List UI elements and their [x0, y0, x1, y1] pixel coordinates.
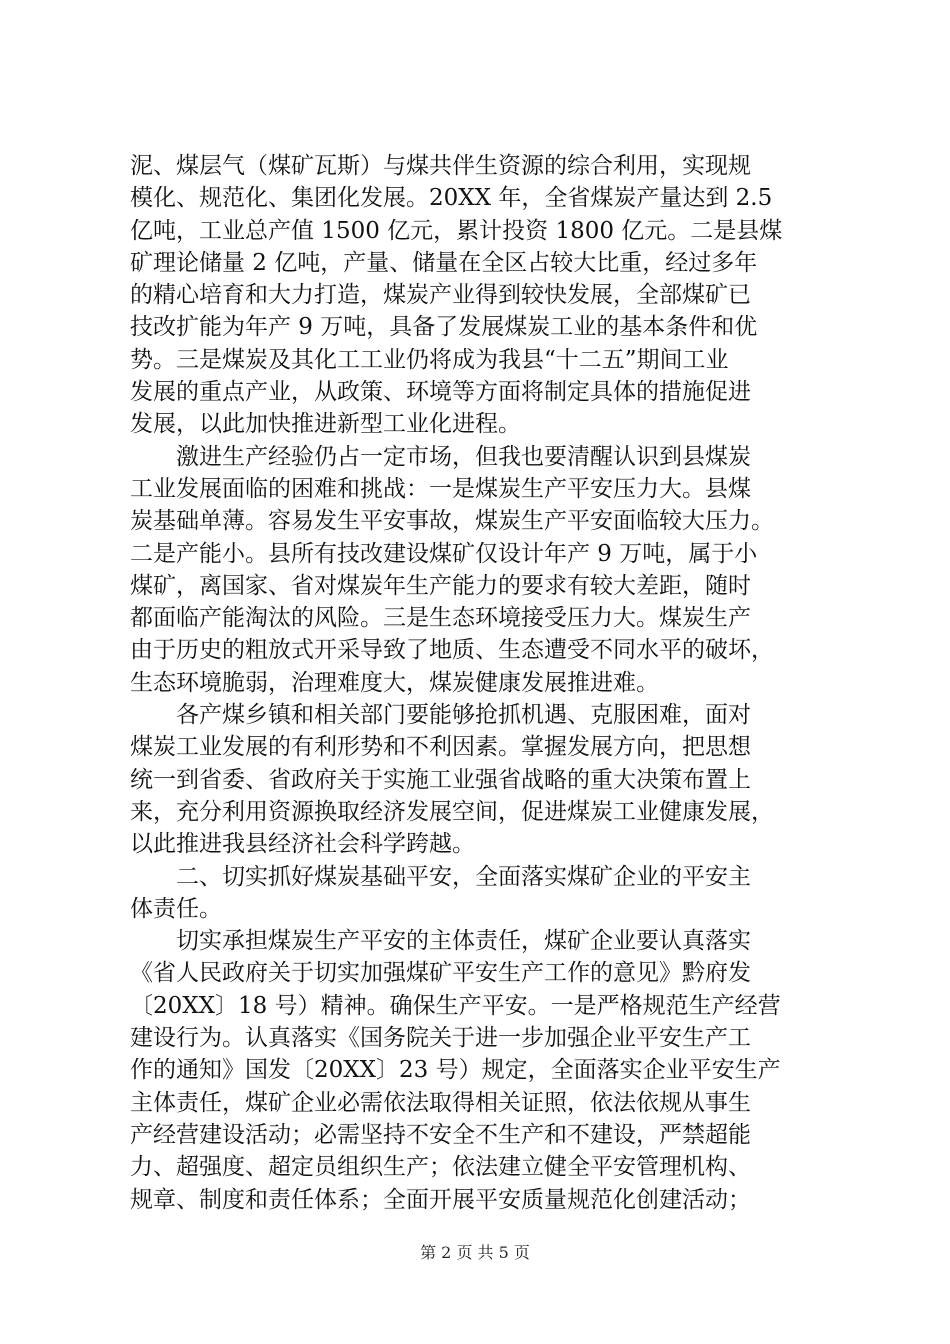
text-line: 煤炭工业发展的有利形势和不利因素。掌握发展方向，把思想 [130, 734, 751, 761]
text-line: 切实承担煤炭生产平安的主体责任，煤矿企业要认真落实 [130, 928, 751, 955]
text-line: 炭基础单薄。容易发生平安事故，煤炭生产平安面临较大压力。 [130, 508, 774, 535]
text-line: 力、超强度、超定员组织生产；依法建立健全平安管理机构、 [130, 1154, 751, 1181]
text-line: 建设行为。认真落实《国务院关于进一步加强企业平安生产工 [130, 1025, 751, 1052]
text-line: 产经营建设活动；必需坚持不安全不生产和不建设，严禁超能 [130, 1121, 751, 1148]
text-line: 激进生产经验仍占一定市场，但我也要清醒认识到县煤炭 [130, 443, 751, 470]
text-line: 技改扩能为年产 9 万吨，具备了发展煤炭工业的基本条件和优 [130, 314, 758, 341]
text-line: 规章、制度和责任体系；全面开展平安质量规范化创建活动； [130, 1186, 751, 1213]
text-line: 各产煤乡镇和相关部门要能够抢抓机遇、克服困难，面对 [130, 702, 751, 729]
text-line: 泥、煤层气（煤矿瓦斯）与煤共伴生资源的综合利用，实现规 [130, 153, 751, 179]
text-line: 作的通知》国发〔20XX〕23 号）规定，全面落实企业平安生产 [130, 1057, 781, 1084]
text-line: 矿理论储量 2 亿吨，产量、储量在全区占较大比重，经过多年 [130, 249, 758, 276]
document-body [130, 150, 840, 1216]
text-line: 模化、规范化、集团化发展。20XX 年，全省煤炭产量达到 2.5 [130, 185, 773, 212]
text-line: 煤矿，离国家、省对煤炭年生产能力的要求有较大差距，随时 [130, 572, 751, 599]
text-line: 〔20XX〕18 号）精神。确保生产平安。一是严格规范生产经营 [130, 992, 781, 1019]
text-line: 统一到省委、省政府关于实施工业强省战略的重大决策布置上 [130, 766, 751, 793]
text-line: 主体责任，煤矿企业必需依法取得相关证照，依法依规从事生 [130, 1089, 751, 1116]
text-line: 都面临产能淘汰的风险。三是生态环境接受压力大。煤炭生产 [130, 605, 751, 632]
text-line: 来，充分利用资源换取经济发展空间，促进煤炭工业健康发展， [130, 798, 774, 825]
text-line: 以此推进我县经济社会科学跨越。 [130, 831, 475, 858]
text-line: 势。三是煤炭及其化工工业仍将成为我县“十二五”期间工业 [130, 346, 729, 373]
text-line: 的精心培育和大力打造，煤炭产业得到较快发展，全部煤矿已 [130, 282, 751, 309]
text-line: 二、切实抓好煤炭基础平安，全面落实煤矿企业的平安主 [130, 863, 751, 890]
text-line: 亿吨，工业总产值 1500 亿元，累计投资 1800 亿元。二是县煤 [130, 217, 783, 244]
text-line: 工业发展面临的困难和挑战：一是煤炭生产平安压力大。县煤 [130, 475, 751, 502]
text-line: 二是产能小。县所有技改建设煤矿仅设计年产 9 万吨，属于小 [130, 540, 758, 567]
text-line: 体责任。 [130, 895, 222, 922]
text-line: 《省人民政府关于切实加强煤矿平安生产工作的意见》黔府发 [130, 960, 751, 987]
text-line: 发展的重点产业，从政策、环境等方面将制定具体的措施促进 [130, 379, 751, 406]
page-footer: 第 2 页 共 5 页 [420, 1243, 530, 1262]
text-line: 发展，以此加快推进新型工业化进程。 [130, 411, 521, 438]
text-line: 生态环境脆弱，治理难度大，煤炭健康发展推进难。 [130, 669, 659, 696]
text-line: 由于历史的粗放式开采导致了地质、生态遭受不同水平的破坏， [130, 637, 774, 664]
